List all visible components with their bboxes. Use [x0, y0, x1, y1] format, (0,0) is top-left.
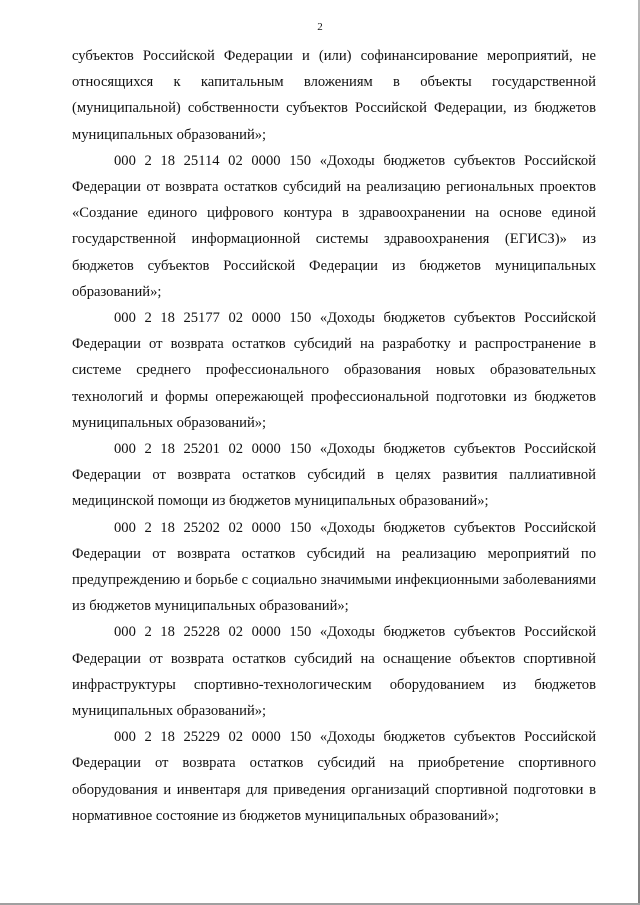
paragraph-code-25114: 000 2 18 25114 02 0000 150 «Доходы бюджетов субъектов Российской Федерации от возврата остатков субсидий на реализацию региональных проектов «Создание единого цифрового контура в здравоохранении на основе единой государственной информационной системы здравоохранения (ЕГИСЗ)» из бюджетов субъектов Российской Федерации из бюджетов муниципальных образований»; — [72, 152, 596, 300]
paragraph-code-25201: 000 2 18 25201 02 0000 150 «Доходы бюджетов субъектов Российской Федерации от возврата остатков субсидий в целях развития паллиативной медицинской помощи из бюджетов муниципальных образований»; — [72, 441, 596, 510]
paragraph-continuation: субъектов Российской Федерации и (или) софинансирование мероприятий, не относящихся к капитальным вложениям в объекты государственной (муниципальной) собственности субъектов Российской Федерации, из бюджетов муниципальных образований»; — [72, 48, 596, 143]
paragraph-code-25229: 000 2 18 25229 02 0000 150 «Доходы бюджетов субъектов Российской Федерации от возврата остатков субсидий на приобретение спортивного оборудования и инвентаря для приведения организаций спортивной подготовки в нормативное состояние из бюджетов муниципальных образований»; — [72, 729, 596, 824]
paragraph-code-25202: 000 2 18 25202 02 0000 150 «Доходы бюджетов субъектов Российской Федерации от возврата остатков субсидий на реализацию мероприятий по предупреждению и борьбе с социально значимыми инфекционными заболеваниями из бюджетов муниципальных образований»; — [72, 519, 596, 615]
document-body — [72, 43, 596, 829]
paragraph-code-25228: 000 2 18 25228 02 0000 150 «Доходы бюджетов субъектов Российской Федерации от возврата остатков субсидий на оснащение объектов спортивной инфраструктуры спортивно-технологическим оборудованием из бюджетов муниципальных образований»; — [72, 624, 596, 720]
page-number: 2 — [317, 21, 323, 33]
paragraph-code-25177: 000 2 18 25177 02 0000 150 «Доходы бюджетов субъектов Российской Федерации от возврата остатков субсидий на разработку и распространение в системе среднего профессионального образования новых образовательных технологий и формы опережающей профессиональной подготовки из бюджетов муниципальных образований»; — [72, 310, 596, 431]
